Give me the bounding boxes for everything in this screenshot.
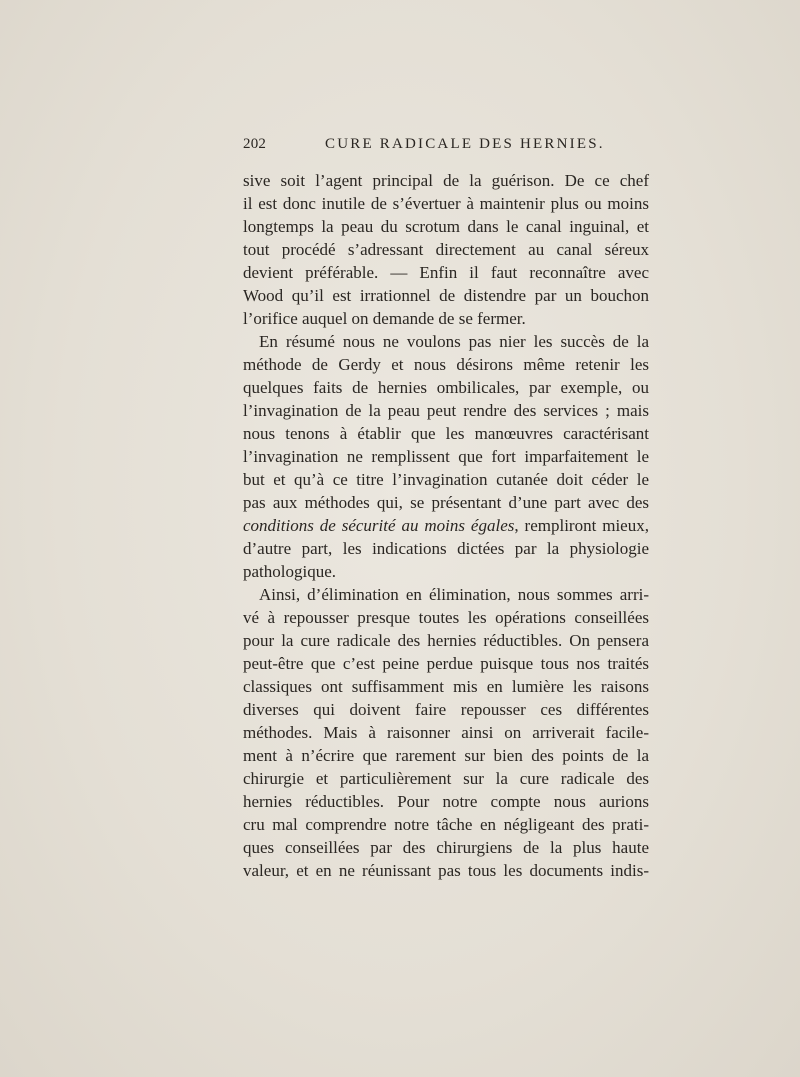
text-line: sive soit l’agent principal de la guérison. De ce chef: [243, 171, 649, 190]
text-line: valeur, et en ne réunissant pas tous les documents indis-: [243, 861, 649, 880]
page-number: 202: [243, 136, 267, 152]
text-line: méthodes. Mais à raisonner ainsi on arriverait facile-: [243, 723, 649, 742]
text-line-italic: [243, 514, 649, 537]
text-line: il est donc inutile de s’évertuer à maintenir plus ou moins: [243, 194, 649, 213]
text-line: hernies réductibles. Pour notre compte nous aurions: [243, 792, 649, 811]
text-line: Wood qu’il est irrationnel de distendre par un bouchon: [243, 286, 649, 305]
text-line: méthode de Gerdy et nous désirons même retenir les: [243, 355, 649, 374]
text-line: chirurgie et particulièrement sur la cure radicale des: [243, 769, 649, 788]
text-line: diverses qui doivent faire repousser ces différentes: [243, 700, 649, 719]
text-line: pathologique.: [243, 562, 337, 581]
body-text: [243, 169, 649, 882]
text-line: peut-être que c’est peine perdue puisque tous nos traités: [243, 654, 649, 673]
italic-line-rest: , rempliront mieux,: [514, 516, 649, 535]
text-line: l’invagination de la peau peut rendre des services ; mais: [243, 401, 649, 420]
italic-phrase: conditions de sécurité au moins égales: [243, 516, 515, 535]
text-line: l’orifice auquel on demande de se fermer.: [243, 309, 526, 328]
text-line: longtemps la peau du scrotum dans le canal inguinal, et: [243, 217, 649, 236]
running-title: CURE RADICALE DES HERNIES.: [325, 136, 605, 152]
text-line: ment à n’écrire que rarement sur bien des points de la: [243, 746, 649, 765]
text-line: nous tenons à établir que les manœuvres caractérisant: [243, 424, 649, 443]
text-line: l’invagination ne remplissent que fort imparfaitement le: [243, 447, 649, 466]
text-line: vé à repousser presque toutes les opérations conseillées: [243, 608, 649, 627]
text-line: devient préférable. — Enfin il faut reconnaître avec: [243, 263, 649, 282]
text-line: pas aux méthodes qui, se présentant d’une part avec des: [243, 493, 649, 512]
text-line: pour la cure radicale des hernies réductibles. On pensera: [243, 631, 649, 650]
text-line: but et qu’à ce titre l’invagination cutanée doit céder le: [243, 470, 649, 489]
text-line: d’autre part, les indications dictées par la physiologie: [243, 539, 649, 558]
text-line: classiques ont suffisamment mis en lumière les raisons: [243, 677, 649, 696]
text-line: cru mal comprendre notre tâche en négligeant des prati-: [243, 815, 649, 834]
text-line: ques conseillées par des chirurgiens de la plus haute: [243, 838, 649, 857]
text-line: tout procédé s’adressant directement au canal séreux: [243, 240, 649, 259]
text-line: En résumé nous ne voulons pas nier les succès de la: [259, 332, 649, 351]
text-line: quelques faits de hernies ombilicales, par exemple, ou: [243, 378, 649, 397]
text-line: Ainsi, d’élimination en élimination, nous sommes arri-: [259, 585, 649, 604]
